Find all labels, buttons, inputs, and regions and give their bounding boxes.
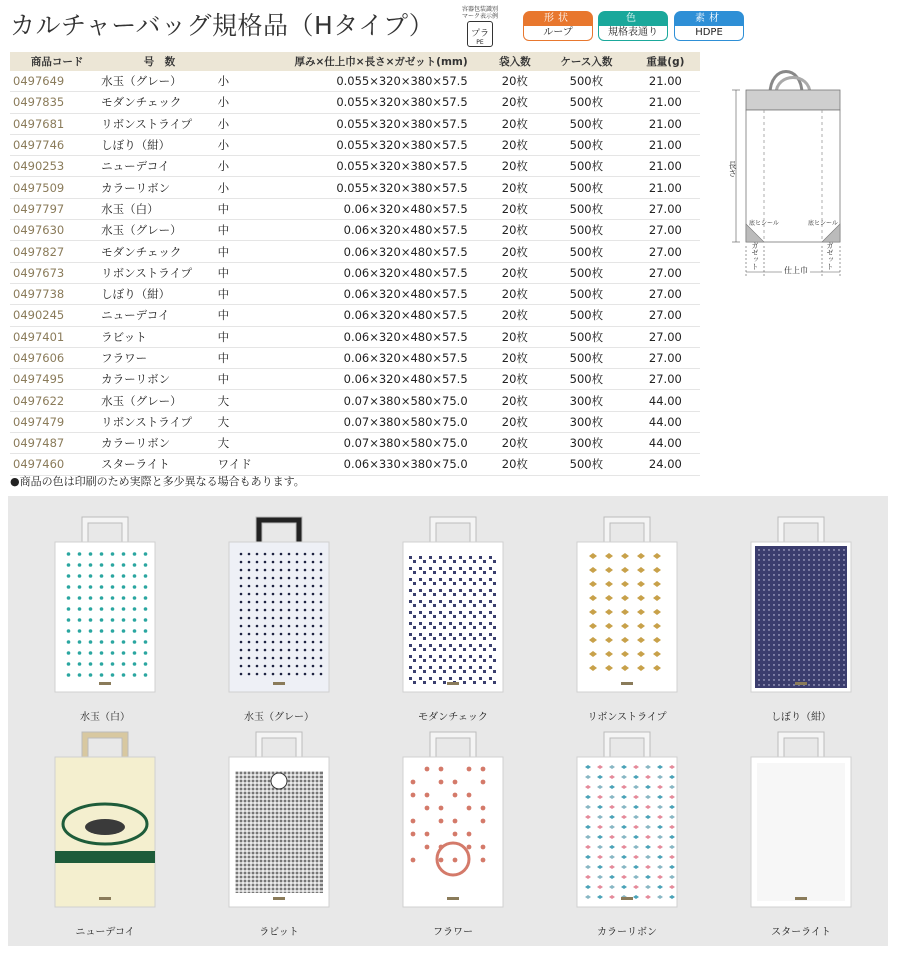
recycle-mark-caption: 容器包装識別マーク表示例 [461,6,498,20]
product-label: しぼり（紺） [771,712,831,723]
table-row [10,347,700,368]
cell-name: 水玉（グレー） [101,390,217,411]
cell-name: カラーリボン [101,177,217,198]
cell-case-count: 500枚 [542,71,631,92]
cell-case-count: 500枚 [542,262,631,283]
product-card [552,729,702,938]
cell-code: 0497797 [10,198,101,219]
cell-bag-count: 20枚 [488,71,542,92]
cell-case-count: 500枚 [542,113,631,134]
cell-bag-count: 20枚 [488,369,542,390]
width-label: 仕上巾 [784,266,808,275]
cell-dimensions: 0.06×320×480×57.5 [279,198,488,219]
recycle-sub: PE [476,39,484,46]
cell-size: 大 [218,433,279,454]
table-row [10,198,700,219]
cell-weight: 21.00 [631,113,700,134]
spec-color-value: 規格表通り [598,26,668,41]
cell-size: 中 [218,305,279,326]
cell-code: 0497630 [10,220,101,241]
cell-bag-count: 20枚 [488,241,542,262]
cell-code: 0497738 [10,283,101,304]
spec-shape-header: 形状 [523,11,593,26]
cell-bag-count: 20枚 [488,92,542,113]
table-row [10,262,700,283]
cell-case-count: 500枚 [542,305,631,326]
cell-dimensions: 0.06×320×480×57.5 [279,305,488,326]
cell-name: 水玉（グレー） [101,220,217,241]
bag-image [552,514,702,704]
bag-diagram-figure [722,56,862,286]
product-label: 水玉（グレー） [244,712,314,723]
product-card [204,514,354,723]
cell-name: モダンチェック [101,92,217,113]
cell-size: 小 [218,177,279,198]
cell-size: 大 [218,411,279,432]
spec-color-header: 色 [598,11,668,26]
color-note: ●商品の色は印刷のため実際と多少異なる場合もあります。 [10,475,305,488]
cell-code: 0497479 [10,411,101,432]
cell-dimensions: 0.06×320×480×57.5 [279,326,488,347]
spec-material [674,11,744,43]
product-card [378,729,528,938]
cell-code: 0497746 [10,134,101,155]
product-card [30,514,180,723]
cell-weight: 21.00 [631,71,700,92]
cell-name: 水玉（グレー） [101,71,217,92]
table-row [10,433,700,454]
bag-image [204,729,354,919]
cell-dimensions: 0.07×380×580×75.0 [279,433,488,454]
cell-dimensions: 0.06×320×480×57.5 [279,283,488,304]
table-header-row [10,52,700,71]
cell-dimensions: 0.055×320×380×57.5 [279,71,488,92]
cell-size: 小 [218,134,279,155]
cell-weight: 44.00 [631,433,700,454]
cell-bag-count: 20枚 [488,454,542,475]
cell-code: 0490253 [10,156,101,177]
cell-bag-count: 20枚 [488,220,542,241]
bag-image [552,729,702,919]
cell-code: 0497673 [10,262,101,283]
product-card [552,514,702,723]
cell-size: 小 [218,156,279,177]
cell-case-count: 500枚 [542,241,631,262]
cell-dimensions: 0.055×320×380×57.5 [279,156,488,177]
gusset-left-label: ガゼット [751,242,759,270]
cell-weight: 27.00 [631,369,700,390]
col-weight: 重量(g) [631,52,700,71]
seal-left-label: 底ヒシール [749,220,779,227]
cell-dimensions: 0.055×320×380×57.5 [279,113,488,134]
cell-case-count: 500枚 [542,198,631,219]
product-label: フラワー [433,927,473,938]
cell-dimensions: 0.06×330×380×75.0 [279,454,488,475]
cell-bag-count: 20枚 [488,347,542,368]
table-row [10,390,700,411]
cell-size: 中 [218,347,279,368]
cell-dimensions: 0.06×320×480×57.5 [279,369,488,390]
bag-image [30,514,180,704]
cell-size: 中 [218,369,279,390]
table-row [10,134,700,155]
col-size [218,52,279,71]
product-label: ラビット [259,927,299,938]
bag-image [30,729,180,919]
cell-case-count: 500枚 [542,177,631,198]
table-row [10,241,700,262]
spec-shape-value: ループ [523,26,593,41]
cell-name: しぼり（紺） [101,134,217,155]
cell-bag-count: 20枚 [488,390,542,411]
cell-size: 中 [218,283,279,304]
spec-shape [523,11,593,43]
product-card [204,729,354,938]
cell-weight: 27.00 [631,220,700,241]
cell-size: 小 [218,71,279,92]
cell-case-count: 500枚 [542,92,631,113]
cell-bag-count: 20枚 [488,262,542,283]
cell-bag-count: 20枚 [488,113,542,134]
cell-case-count: 500枚 [542,326,631,347]
cell-name: ニューデコイ [101,156,217,177]
gusset-right-label: ガゼット [826,242,834,270]
col-dimensions: 厚み×仕上巾×長さ×ガゼット(mm) [279,52,488,71]
cell-weight: 21.00 [631,134,700,155]
cell-size: 中 [218,262,279,283]
cell-dimensions: 0.055×320×380×57.5 [279,92,488,113]
cell-dimensions: 0.07×380×580×75.0 [279,411,488,432]
cell-size: 中 [218,220,279,241]
cell-weight: 44.00 [631,390,700,411]
cell-size: 小 [218,113,279,134]
cell-name: 水玉（白） [101,198,217,219]
cell-code: 0497622 [10,390,101,411]
cell-name: ラビット [101,326,217,347]
cell-code: 0497495 [10,369,101,390]
table-row [10,177,700,198]
cell-dimensions: 0.07×380×580×75.0 [279,390,488,411]
cell-weight: 27.00 [631,241,700,262]
col-code: 商品コード [10,52,101,71]
cell-size: 中 [218,326,279,347]
cell-weight: 27.00 [631,347,700,368]
table-row [10,305,700,326]
cell-bag-count: 20枚 [488,134,542,155]
cell-name: ニューデコイ [101,305,217,326]
col-case-count: ケース入数 [542,52,631,71]
cell-code: 0497460 [10,454,101,475]
spec-table [10,52,700,476]
product-card [726,514,876,723]
cell-bag-count: 20枚 [488,433,542,454]
table-row [10,156,700,177]
cell-bag-count: 20枚 [488,305,542,326]
cell-bag-count: 20枚 [488,177,542,198]
cell-case-count: 500枚 [542,220,631,241]
cell-weight: 21.00 [631,156,700,177]
cell-dimensions: 0.06×320×480×57.5 [279,241,488,262]
table-row [10,92,700,113]
cell-weight: 27.00 [631,326,700,347]
cell-dimensions: 0.055×320×380×57.5 [279,177,488,198]
product-label: スターライト [771,927,831,938]
cell-weight: 27.00 [631,198,700,219]
cell-size: 中 [218,241,279,262]
cell-name: リボンストライプ [101,411,217,432]
cell-weight: 21.00 [631,177,700,198]
spec-color [598,11,668,43]
cell-dimensions: 0.055×320×380×57.5 [279,134,488,155]
product-label: リボンストライプ [587,712,667,723]
cell-case-count: 500枚 [542,347,631,368]
cell-code: 0497487 [10,433,101,454]
cell-dimensions: 0.06×320×480×57.5 [279,220,488,241]
cell-case-count: 300枚 [542,411,631,432]
cell-code: 0497835 [10,92,101,113]
cell-weight: 27.00 [631,283,700,304]
table-row [10,369,700,390]
cell-case-count: 500枚 [542,454,631,475]
col-name: 号 数 [101,52,217,71]
cell-weight: 21.00 [631,92,700,113]
cell-dimensions: 0.06×320×480×57.5 [279,347,488,368]
table-row [10,220,700,241]
product-card [30,729,180,938]
product-card [378,514,528,723]
bag-diagram [722,56,862,286]
product-label: モダンチェック [418,712,488,723]
cell-code: 0497649 [10,71,101,92]
bag-image [378,729,528,919]
cell-size: 大 [218,390,279,411]
product-label: カラーリボン [597,927,657,938]
bag-image [726,729,876,919]
cell-bag-count: 20枚 [488,198,542,219]
bag-image [726,514,876,704]
bag-image [378,514,528,704]
table-row [10,71,700,92]
cell-bag-count: 20枚 [488,326,542,347]
table-row [10,113,700,134]
spec-material-value: HDPE [674,26,744,41]
table-row [10,411,700,432]
cell-name: カラーリボン [101,369,217,390]
table-row [10,326,700,347]
cell-code: 0490245 [10,305,101,326]
cell-case-count: 500枚 [542,156,631,177]
cell-code: 0497827 [10,241,101,262]
cell-weight: 44.00 [631,411,700,432]
cell-bag-count: 20枚 [488,156,542,177]
cell-code: 0497401 [10,326,101,347]
product-label: 水玉（白） [80,712,130,723]
cell-name: リボンストライプ [101,113,217,134]
cell-bag-count: 20枚 [488,411,542,432]
cell-case-count: 300枚 [542,433,631,454]
product-gallery [8,496,888,946]
cell-name: モダンチェック [101,241,217,262]
product-label: ニューデコイ [75,927,135,938]
length-label: 長さ [728,161,737,177]
col-bag-count: 袋入数 [488,52,542,71]
cell-code: 0497606 [10,347,101,368]
recycle-mark [460,6,500,46]
bag-image [204,514,354,704]
seal-right-label: 底ヒシール [808,220,838,227]
cell-bag-count: 20枚 [488,283,542,304]
product-card [726,729,876,938]
table-row [10,283,700,304]
table-row [10,454,700,475]
cell-size: 中 [218,198,279,219]
cell-dimensions: 0.06×320×480×57.5 [279,262,488,283]
page-title: カルチャーバッグ規格品（Hタイプ） [10,11,435,40]
recycle-symbol: プラ [470,29,489,39]
cell-code: 0497509 [10,177,101,198]
cell-code: 0497681 [10,113,101,134]
cell-name: スターライト [101,454,217,475]
cell-case-count: 500枚 [542,134,631,155]
cell-name: フラワー [101,347,217,368]
cell-weight: 24.00 [631,454,700,475]
cell-case-count: 500枚 [542,369,631,390]
spec-material-header: 素材 [674,11,744,26]
cell-name: しぼり（紺） [101,283,217,304]
cell-name: カラーリボン [101,433,217,454]
cell-size: 小 [218,92,279,113]
cell-name: リボンストライプ [101,262,217,283]
cell-weight: 27.00 [631,262,700,283]
cell-case-count: 500枚 [542,283,631,304]
cell-case-count: 300枚 [542,390,631,411]
cell-size: ワイド [218,454,279,475]
cell-weight: 27.00 [631,305,700,326]
